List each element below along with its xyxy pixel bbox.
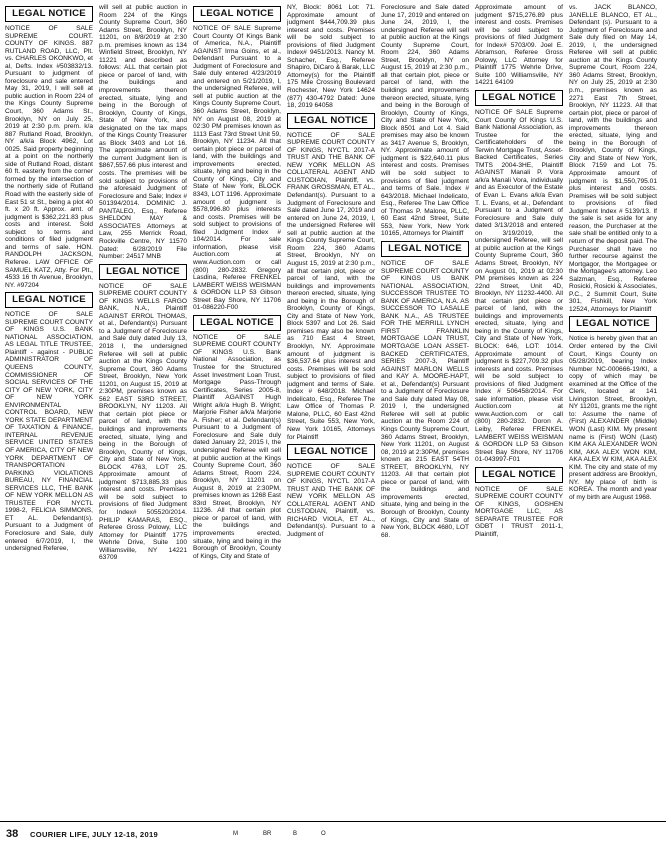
legal-notice-header: LEGAL NOTICE (569, 316, 657, 332)
legal-notice-body: NOTICE OF SALE SUPREME COURT COUNTY OF KINGS, NYCTL 2017-A TRUST AND THE BANK OF NEW YORK MELLON AS COLLATERAL AGENT AND CUSTODIAN, Plaintiff, vs. FRANK GROSSMAN, ET AL., Defendant(s). Pursuant to a Judgment of Foreclosure and Sale dated June 17, 2019 and entered on June 24, 2019, I, the undersigned Referee will sell at public auction at the Kings County Supreme Court, Room 224, 360 Adams Street, Brooklyn, NY on August 15, 2019 at 2:30 p.m., all that certain plot, piece or parcel of land, with the buildings and improvements thereon erected, situate, lying and being in the Borough of Brooklyn, County of Kings, City and State of New York, Block 5397 and Lot 26. Said premises may also be known as 710 East 4 Street, Brooklyn, NY. Approximate amount of judgment is $36,537.64 plus interest and costs. Premises will be sold subject to provisions of filed judgment and terms of Sale. Index # 648/2018. Michael Indelicato, Esq., Referee The Law Office of Thomas P. Malone, PLLC, 60 East 42nd Street, Suite 553, New York, New York 10165, Attorneys for Plaintiff (287, 131, 375, 441)
column-4 (287, 4, 375, 818)
column-7 (569, 4, 657, 818)
page-number: 38 (6, 828, 19, 840)
legal-notice-body: NOTICE OF SALE SUPREME COURT COUNTY OF KINGS WELLS FARGO BANK, N.A., Plaintiff AGAINST ERROL THOMAS, et al., Defendant(s) Pursuant to a Judgment of Foreclosure and Sale duly dated July 13, 2018 I, the undersigned Referee will sell at public auction at the Kings County Supreme Court, 360 Adams Street, Brooklyn, New York 11201, on August 15, 2019 at 2:30PM, premises known as 562 EAST 53RD STREET, BROOKLYN, NY 11203. All that certain plot piece or parcel of land, with the buildings and improvements erected, situate, lying and being in the Borough of Brooklyn, County of Kings, City and State of New York, BLOCK 4763, LOT 25. Approximate amount of judgment $713,885.33 plus interest and costs. Premises will be sold subject to provisions of filed Judgment for Index# 505520/2014. PHILIP KAMARAS, ESQ., Referee Gross Polowy, LLC Attorney for Plaintiff 1775 Wehrle Drive, Suite 100 Williamsville, NY 14221 63709 (99, 282, 187, 562)
registration-mark-o: O (321, 831, 326, 837)
legal-notice-header: LEGAL NOTICE (193, 315, 281, 331)
legal-notice-continuation: Foreclosure and Sale dated June 17, 2019 and entered on June 24, 2019, I, the undersigned Referee will sell at public auction at the Kings County Supreme Court, Room 224, 360 Adams Street, Brooklyn, NY on August 15, 2019 at 2:30 p.m., all that certain plot, piece or parcel of land, with the buildings and improvements thereon erected, situate, lying and being in the Borough of Brooklyn, County of Kings, City and State of New York, Block 8501 and Lot 4. Said premises may also be known as 3417 Avenue S, Brooklyn, NY. Approximate amount of judgment is $22,640.11 plus interest and costs. Premises will be sold subject to provisions of filed judgment and terms of Sale. Index # 643/2018. Michael Indelicato, Esq., Referee The Law Office of Thomas P. Malone, PLLC, 60 East 42nd Street, Suite 553, New York, New York 10165, Attorneys for Plaintiff (381, 4, 469, 238)
legal-notice-header: LEGAL NOTICE (5, 292, 93, 308)
legal-notice-body: NOTICE OF SALE SUPREME COURT COUNTY OF KINGS U.S. Bank National Association, as Trustee for the Structured Asset Investment Loan Trust, Mortgage Pass-Through Certificates, Series 2005-8, Plaintiff AGAINST Hugh Wright a/k/a Hugh B. Wright; Marjorie Fisher a/k/a Marjorie A. Fisher; et al. Defendant(s) Pursuant to a Judgment of Foreclosure and Sale duly dated January 22, 2015 I, the undersigned Referee will sell at public auction at the Kings County Supreme Court, 360 Adams Street, Room 224, Brooklyn, NY 11201 on August 8, 2019 at 2:30PM, premises known as 1268 East 83rd Street, Brooklyn, NY 11236. All that certain plot piece or parcel of land, with the buildings and improvements erected, situate, lying and being in the Borough of Brooklyn, County of Kings, City and State of (193, 333, 281, 560)
column-2 (99, 4, 187, 818)
legal-notice-header: LEGAL NOTICE (99, 264, 187, 280)
column-1 (5, 4, 93, 818)
legal-notice-continuation: Approximate amount of judgment $715,276.89 plus interest and costs. Premises will be sold subject to provisions of filed Judgment for Index# 5703/09. Joel E. Abramson, Referee Gross Polowy, LLC Attorney for Plaintiff 1775 Wehrle Drive, Suite 100 Williamsville, NY 14221 64109 (475, 4, 563, 87)
registration-mark-b: B (293, 831, 298, 837)
legal-notice-body: NOTICE OF SALE SUPREME COURT COUNTY OF KINGS US BANK NATIONAL ASSOCIATION, SUCCESSOR TRUSTEE TO BANK OF AMERICA, N.A. AS SUCCESSOR TO LASALLE BANK N.A., AS TRUSTEE FOR THE MERRILL LYNCH FIRST FRANKLIN MORTGAGE LOAN TRUST, MORTGAGE LOAN ASSET-BACKED CERTIFICATES, SERIES 2007-3, Plaintiff AGAINST MARLON WELLS and KAY A. MOORE-HAPT, et al., Defendant(s) Pursuant to a Judgment of Foreclosure and Sale duly dated May 08, 2019 I, the undersigned Referee will sell at public auction at the Room 224 of Kings County Supreme Court, 360 Adams Street, Brooklyn, New York 11201, on August 08, 2019 at 2:30PM, premises known as 215 EAST 54TH STREET, BROOKLYN, NY 11203. All that certain plot piece or parcel of land, with the buildings and improvements erected, situate, lying and being in the Borough of Brooklyn, County of Kings, City and State of New York, BLOCK 4680, LOT 68. (381, 259, 469, 539)
legal-notice-header: LEGAL NOTICE (5, 6, 93, 22)
legal-notice-continuation: NY, Block: 8061 Lot: 71. Approximate amount of judgment $444,709.39 plus interest and costs. Premises will be sold subject to provisions of filed Judgment Index# 9451/2013. Nancy M. Schacher, Esq., Referee Shapiro, DiCaro & Barak, LLC Attorney(s) for the Plaintiff 175 Mile Crossing Boulevard Rochester, New York 14624 (877) 430-4792 Dated: June 18, 2019 64058 (287, 4, 375, 110)
legal-notice-header: LEGAL NOTICE (287, 113, 375, 129)
legal-notice-header: LEGAL NOTICE (381, 241, 469, 257)
legal-notice-body: NOTICE OF SALE SUPREME COURT COUNTY OF KINGS, NYCTL 2017-A TRUST AND THE BANK OF NEW YORK MELLON AS COLLATERAL AGENT AND CUSTODIAN, Plaintiff, vs. RICHARD VIOLA, ET AL., Defendant(s). Pursuant to a Judgment of (287, 463, 375, 538)
legal-notice-body: NOTICE OF SALE Supreme Court County Of Kings U.S. Bank National Association, as Trustee for the Certificateholders of the Terwin Mortgage Trust, Asset-Backed Certificates, Series TMTS 2004-3HE, Plaintiff AGAINST Manali P. Vora a/k/a Manali Vora, individually and as Executor of the Estate of Evan L. Evans a/k/a Evan T. L. Evans, et al., Defendant Pursuant to a Judgment of Foreclosure and Sale duly dated 3/13/2018 and entered on 3/19/2019, the undersigned Referee, will sell at public auction at the Kings County Supreme Court, 360 Adams Street, Brooklyn, NY on August 01, 2019 at 02:30 PM premises known as 224 22nd Street, Unit 4D, Brooklyn, NY 11232-4400. All that certain plot piece or parcel of land, with the buildings and improvements erected, situate, lying and being in the County of Kings, City and State of New York, BLOCK: 646, LOT: 1014. Approximate amount of judgment is $227,709.32 plus interests and costs. Premises will be sold subject to provisions of filed Judgment Index # 506458/2014. For sale information, please visit Auction.com at www.Auction.com or call (800) 280-2832. Doron A. Leiby, Referee FRENKEL LAMBERT WEISS WEISMAN & GORDON LLP 53 Gibson Street Bay Shore, NY 11706 01-043997-F01 (475, 109, 563, 464)
legal-notice-body: NOTICE OF SALE SUPREME COURT. COUNTY OF KINGS. 887 RUTLAND ROAD, LLC, Plt. vs. CHARLES OKONKWO, et al, Defts. Index #503832/13. Pursuant to judgment of foreclosure and sale entered May 31, 2019, I will sell at public auction in Room 224 of the Kings County Supreme Court, 360 Adams St., Brooklyn, NY on July 25, 2019 at 2:30 p.m. prem. k/a 887 Rutland Road, Brooklyn, NY a/k/a Block 4962, Lot 0025. Said property beginning at a point on the northerly side of Rutland Road, distant 60 ft. easterly from the corner formed by the intersection of the northerly side of Rutland Road with the easterly side of East 51 st St., being a plot 40 ft. x 20 ft. Approx. amt. of judgment is $362,221.83 plus costs and interest. Sold subject to terms and conditions of filed judgment and terms of sale. HON. RANDOLPH JACKSON, Referee. LAW OFFICE OF SAMUEL KATZ, Atty. For Plt., 4533 16 th Avenue, Brooklyn, NY. #97204 (5, 25, 93, 289)
running-title: COURIER LIFE, JULY 12-18, 2019 (30, 830, 159, 839)
legal-notice-body: NOTICE OF SALE Supreme Court County Of Kings Bank of America, N.A., Plaintiff AGAINST Irma Goins, et al., Defendant Pursuant to a Judgment of Foreclosure and Sale duly entered 4/23/2019 and entered on 5/21/2019, I, the undersigned Referee, will sell at public auction at the Kings County Supreme Court, 360 Adams Street, Brooklyn, NY on August 08, 2019 at 02:30 PM premises known as 1113 East 73rd Street Unit 59, Brooklyn, NY 11234. All that certain plot piece or parcel of land, with the buildings and improvements erected, situate, lying and being in the County of Kings, City and State of New York, BLOCK 8343, LOT 1196. Approximate amount of judgment is $578,996.80 plus interests and costs. Premises will be sold subject to provisions of filed Judgment Index # 104/2014. For sale information, please visit Auction.com at www.Auction.com or call (800) 280-2832. Gregory Lasdina, Referee FRENKEL LAMBERT WEISS WEISMAN & GORDON LLP 53 Gibson Street Bay Shore, NY 11706 01-086220-F00 (193, 25, 281, 312)
page-footer (0, 821, 666, 846)
legal-notice-body: NOTICE OF SALE SUPREME COURT COUNTY OF KINGS, GOSHEN MORTGAGE LLC, AS SEPARATE TRUSTEE FOR GDBT I TRUST 2011-1, Plaintiff, (475, 485, 563, 538)
legal-notice-header: LEGAL NOTICE (475, 467, 563, 483)
column-6 (475, 4, 563, 818)
column-5 (381, 4, 469, 818)
legal-notice-header: LEGAL NOTICE (193, 6, 281, 22)
legal-notice-continuation: will sell at public auction in Room 224 of the Kings County Supreme Court, 360 Adams Street, Brooklyn, NY 11201, on 8/8/2019 at 2:30 p.m. premises known as 134 Winfield Street, Brooklyn, NY 11221 and described as follows: ALL that certain plot piece or parcel of land, with the buildings and improvements thereon erected, situate, lying and being in the Borough of Brooklyn, County of Kings, State of New York, and designated on the tax maps of the Kings County Treasurer as Block 3403 and Lot 16. The approximate amount of the current Judgment lien is $867,557.66 plus interest and costs. The premises will be sold subject to provisions of the aforesaid Judgment of Foreclosure and Sale; Index # 501394/2014. DOMINIC J. PANTALEO, Esq., Referee SHELDON MAY & ASSOCIATES Attorneys at Law, 255 Merrick Road, Rockville Centre, NY 11570 Dated: 6/28/2019 File Number: 24517 MNB (99, 4, 187, 261)
newspaper-page (5, 4, 661, 818)
legal-notice-continuation: vs. JACK BLANCO, JANELLE BLANCO, ET AL., Defendant (s). Pursuant to a Judgment of Foreclosure and Sale duly filed on May 14, 2019, I, the undersigned Referee will sell at public auction at the Kings County Supreme Court, Room 224, 360 Adams Street, Brooklyn, NY on July 25, 2019 at 2:30 p.m., premises known as 2271 East 7th Street, Brooklyn, NY 11223. All that certain plot, piece or parcel of land, with the buildings and improvements thereon erected, situate, lying and being in the Borough of Brooklyn, County of Kings, City and State of New York, Block 7159 and Lot 75. Approximate amount of judgment is $1,550,795.01 plus interest and costs. Premises will be sold subject to provisions of filed Judgment Index # 5139/13. If the sale is set aside for any reason, the Purchaser at the sale shall be entitled only to a return of the deposit paid. The Purchaser shall have no further recourse against the Mortgagor, the Mortgagee or the Mortgagee's attorney. Leo Salzman, Esq., Referee Rosicki, Rosicki & Associates, P.C., 2 Summit Court, Suite 301, Fishkill, New York 12524, Attorneys for Plaintiff (569, 4, 657, 313)
column-3 (193, 4, 281, 818)
legal-notice-body: NOTICE OF SALE SUPREME COURT COUNTY OF KINGS U.S. BANK NATIONAL ASSOCIATION, AS LEGAL TITLE TRUSTEE, Plaintiff - against - PUBLIC ADMINISTRATOR OF QUEENS COUNTY, COMMISSIONER OF SOCIAL SERVICES OF THE CITY OF NEW YORK, CITY OF NEW YORK ENVIRONMENTAL CONTROL BOARD, NEW YORK STATE DEPARTMENT OF TAXATION & FINANCE, INTERNAL REVENUE SERVICE UNITED STATES OF AMERICA, CITY OF NEW YORK DEPARTMENT OF TRANSPORTATION PARKING VIOLATIONS BUREAU, NY FINANCIAL SERVICES LLC, THE BANK OF NEW YORK MELLON AS TRUSTEE FOR NYCTL 1998-2, FELICIA SIMMONS, ET AL. Defendant(s). Pursuant to a Judgment of Foreclosure and Sale, duly entered 6/7/2019, I, the undersigned Referee, (5, 311, 93, 553)
registration-mark-m: M (233, 831, 238, 837)
legal-notice-header: LEGAL NOTICE (287, 444, 375, 460)
legal-notice-body: Notice is hereby given that an Order entered by the Civil Court, Kings County on 05/28/2019, bearing Index Number NC-000666-19/KI, a copy of which may be examined at the Office of the Clerk, located at 141 Livingston Street, Brooklyn, NY 11201, grants me the right to: Assume the name of (First) ALEXANDER (Middle) WON (Last) KIM. My present name is (First) WON (Last) KIM AKA ALEXANDER WON KIM, AKA ALEX WON KIM, AKA ALEX W KIM, AKA ALEX KIM. The city and state of my present address are Brooklyn, NY. My place of birth is KOREA. The month and year of my birth are August 1968. (569, 335, 657, 501)
registration-mark-br: BR (263, 831, 272, 837)
legal-notice-header: LEGAL NOTICE (475, 90, 563, 106)
